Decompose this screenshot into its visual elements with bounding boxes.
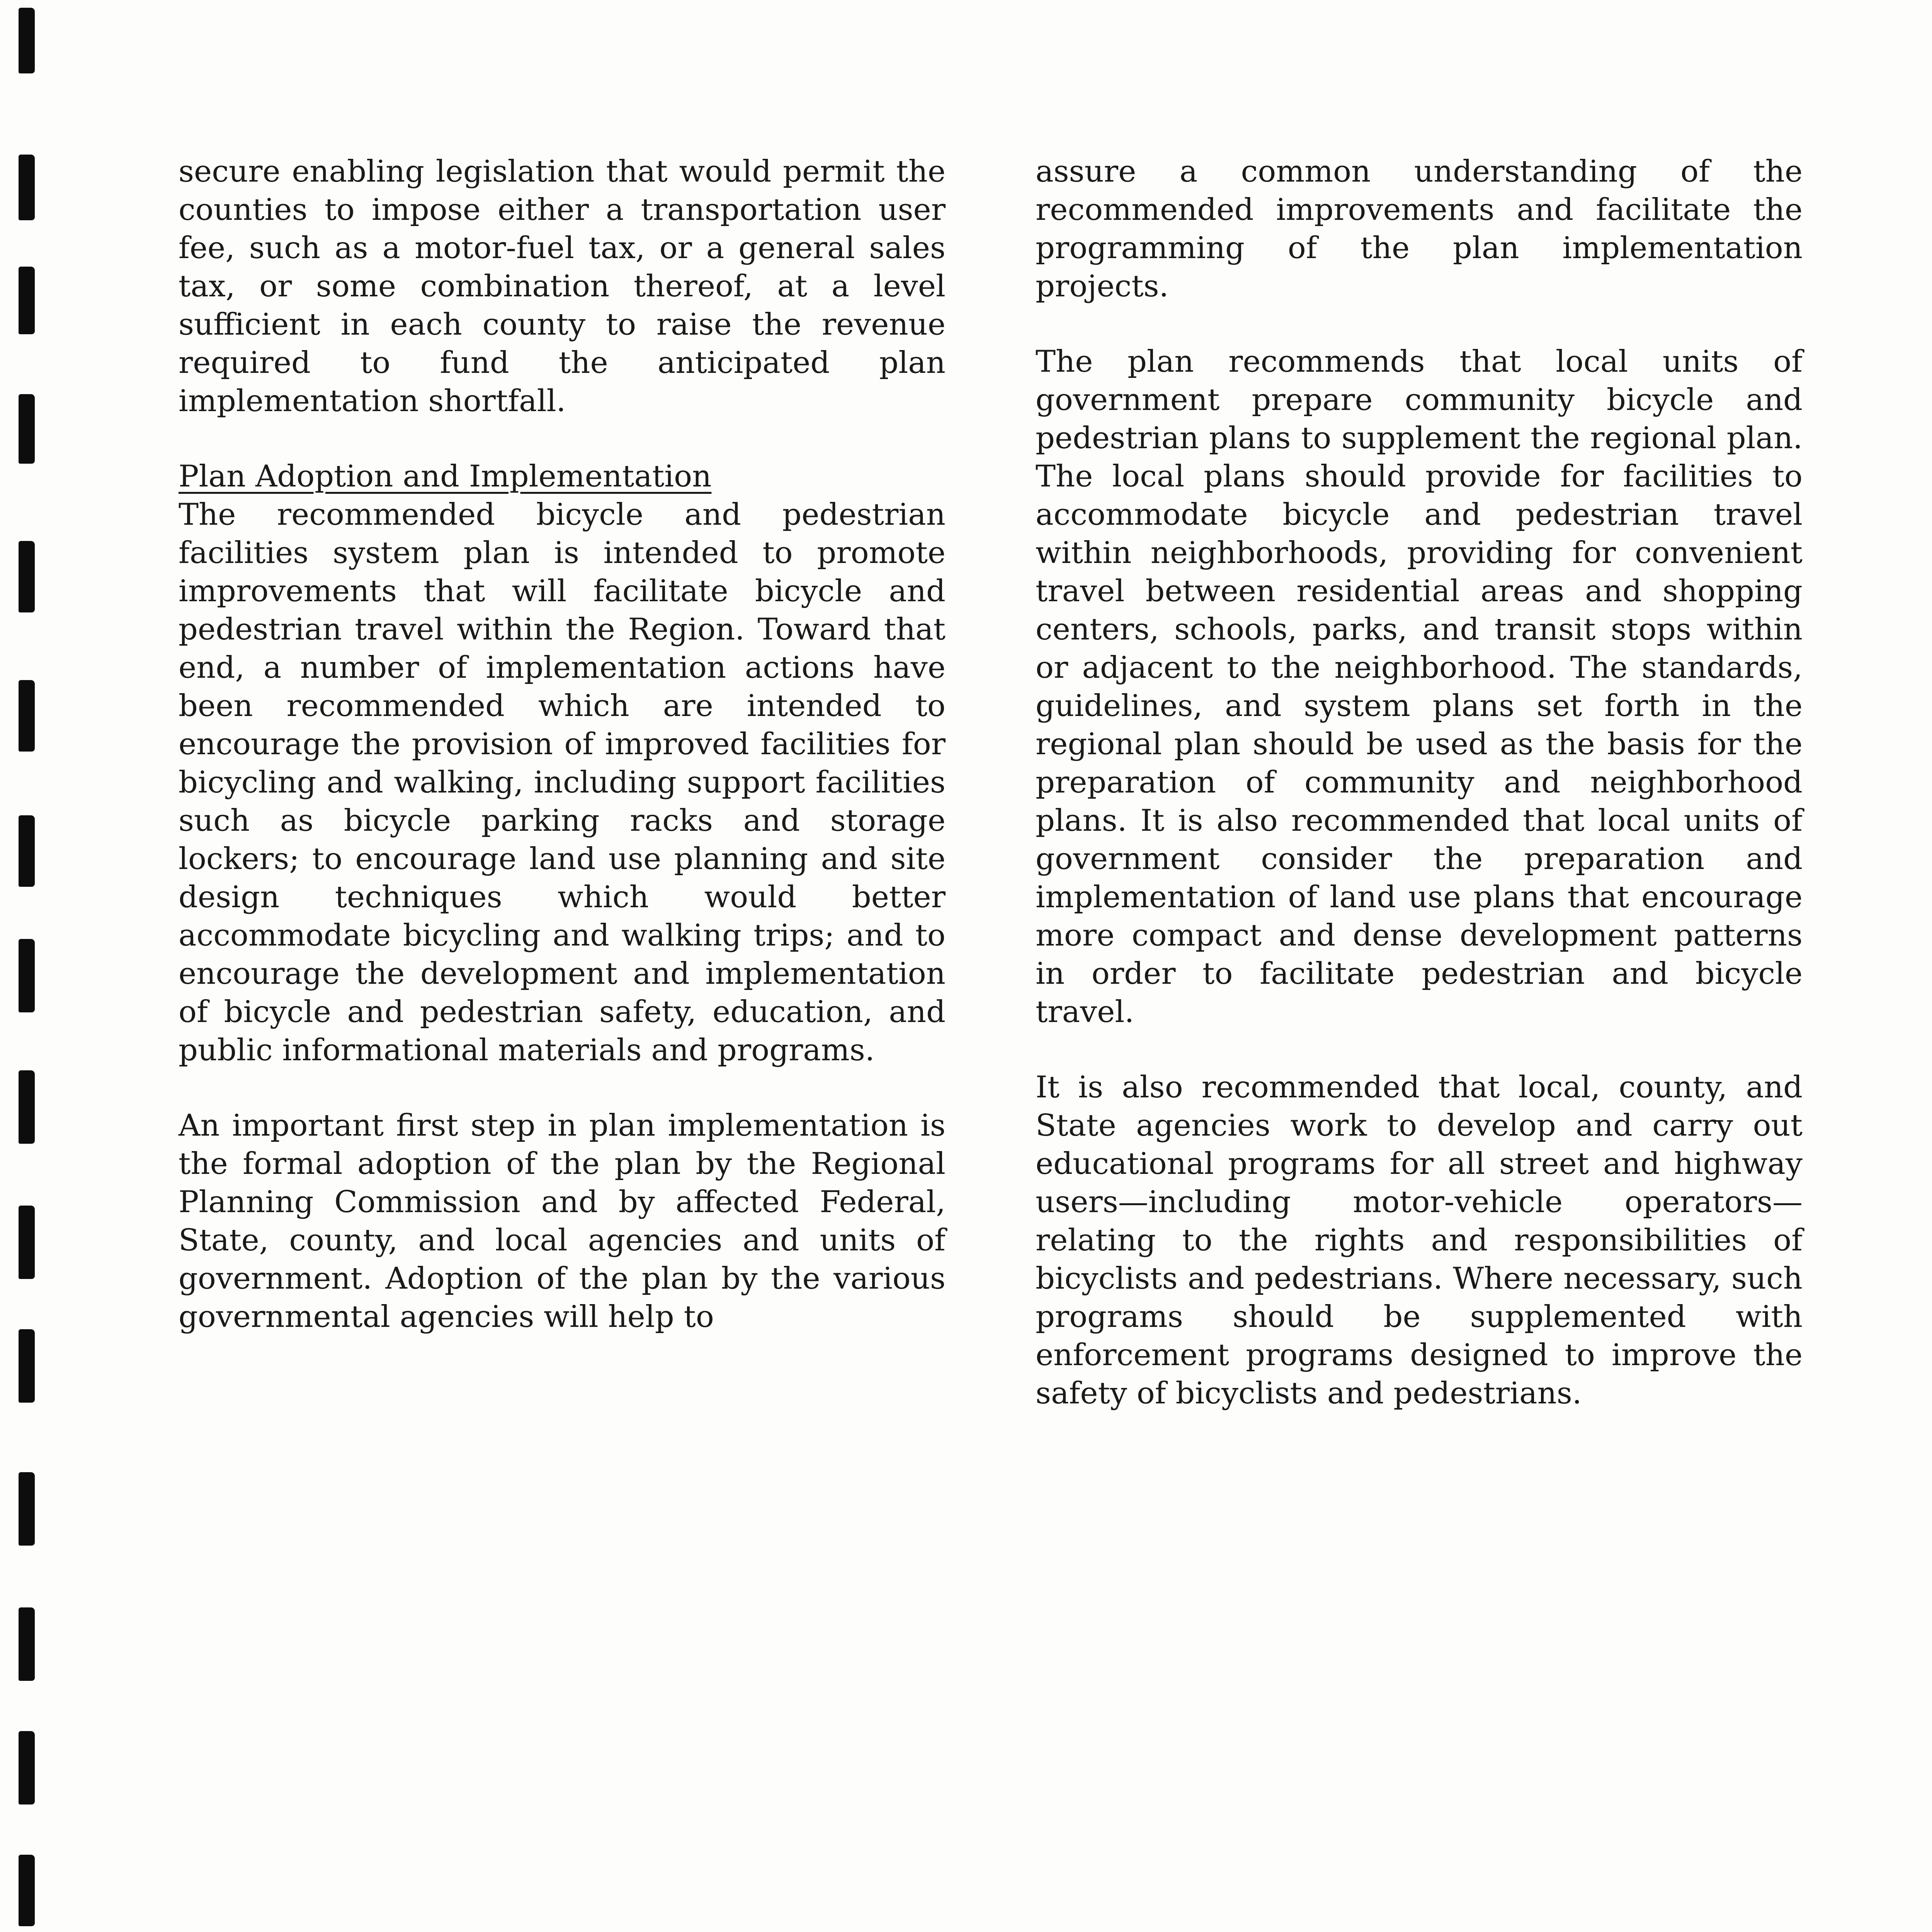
binding-hole xyxy=(19,1731,35,1804)
binding-holes xyxy=(15,0,49,1932)
binding-hole xyxy=(19,1329,35,1403)
binding-hole xyxy=(19,394,35,464)
body-paragraph: An important first step in plan implementation is the formal adoption of the plan by the Regional Planning Commission and by affected Federal, State, county, and local agencies and units of government. Adoption of the plan by the various governmental agencies will help to xyxy=(179,1108,946,1334)
binding-hole xyxy=(19,1206,35,1279)
body-paragraph: assure a common understanding of the recommended improvements and facilitate the programming of the plan implementation projects. xyxy=(1036,154,1803,304)
section-heading: Plan Adoption and Implementation xyxy=(179,459,712,494)
body-paragraph: It is also recommended that local, county, and State agencies work to develop and carry out educational programs for all street and highway users—including motor-vehicle operators—relating to the rights and responsibilities of bicyclists and pedestrians. Where necessary, such programs should be supplemented with enforcement programs designed to improve the safety of bicyclists and pedestrians. xyxy=(1036,1070,1803,1411)
binding-hole xyxy=(19,680,35,752)
binding-hole xyxy=(19,939,35,1012)
binding-hole xyxy=(19,267,35,334)
intro-paragraph: secure enabling legislation that would permit the counties to impose either a transportation user fee, such as a motor-fuel tax, or a general sales tax, or some combination thereof, at a level sufficient in each county to raise the revenue required to fund the anticipated plan implementation shortfall. xyxy=(179,154,946,418)
binding-hole xyxy=(19,1855,35,1926)
left-column xyxy=(179,153,946,1373)
binding-hole xyxy=(19,541,35,612)
binding-hole xyxy=(19,155,35,220)
binding-hole xyxy=(19,815,35,887)
body-paragraph: The recommended bicycle and pedestrian facilities system plan is intended to promote improvements that will facilitate bicycle and pedestrian travel within the Region. Toward that end, a number of implementation actions have been recommended which are intended to encourage the provision of improved facilities for bicycling and walking, including support facilities such as bicycle parking racks and storage lockers; to encourage land use planning and site design techniques which would better accommodate bicycling and walking trips; and to encourage the development and implementation of bicycle and pedestrian safety, education, and public informational materials and programs. xyxy=(179,497,946,1068)
right-column xyxy=(1036,153,1803,1450)
binding-hole xyxy=(19,1607,35,1681)
binding-hole xyxy=(19,8,35,73)
binding-hole xyxy=(19,1070,35,1144)
binding-hole xyxy=(19,1472,35,1546)
body-paragraph: The plan recommends that local units of government prepare community bicycle and pedestrian plans to supplement the regional plan. The local plans should provide for facilities to accommodate bicycle and pedestrian travel within neighborhoods, providing for convenient travel between residential areas and shopping centers, schools, parks, and transit stops within or adjacent to the neighborhood. The standards, guidelines, and system plans set forth in the regional plan should be used as the basis for the preparation of community and neighborhood plans. It is also recommended that local units of government consider the preparation and implementation of land use plans that encourage more compact and dense development patterns in order to facilitate pedestrian and bicycle travel. xyxy=(1036,344,1803,1029)
